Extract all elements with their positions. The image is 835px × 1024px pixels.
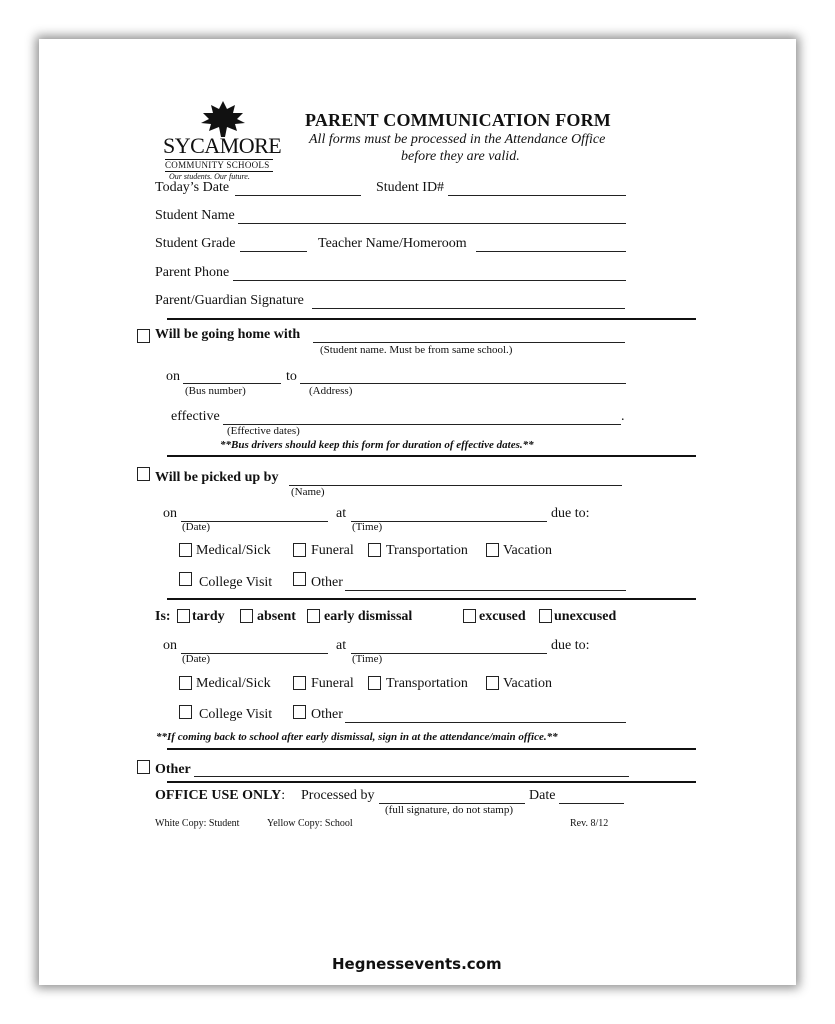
office-use-row (155, 788, 285, 804)
att-other-label: Other (311, 707, 343, 722)
office-use-label: OFFICE USE ONLY (155, 788, 282, 803)
form-page (39, 39, 796, 985)
section-divider-4 (167, 748, 696, 750)
picked-up-on-label: on (163, 506, 177, 521)
office-use-colon: : (281, 788, 286, 803)
early-dismissal-note: **If coming back to school after early dismissal, sign in at the attendance/main office.** (156, 731, 558, 743)
pu-vacation-checkbox[interactable] (486, 543, 499, 557)
processed-by-label: Processed by (301, 788, 375, 803)
logo-tagline: Our students. Our future. (169, 172, 250, 181)
att-transportation-checkbox[interactable] (368, 676, 381, 690)
student-grade-field[interactable] (240, 251, 307, 252)
other-section-field[interactable] (194, 776, 629, 777)
student-id-field[interactable] (448, 195, 626, 196)
parent-phone-label: Parent Phone (155, 265, 230, 280)
address-hint: (Address) (309, 385, 353, 397)
picked-up-due-to-label: due to: (551, 506, 590, 521)
student-grade-label: Student Grade (155, 236, 236, 251)
address-field[interactable] (300, 383, 626, 384)
pu-other-field[interactable] (345, 590, 626, 591)
att-medical-label: Medical/Sick (196, 676, 271, 691)
att-time-hint: (Time) (352, 653, 383, 665)
att-other-field[interactable] (345, 722, 626, 723)
signature-hint: (full signature, do not stamp) (385, 804, 514, 816)
picked-up-label: Will be picked up by (155, 470, 279, 485)
logo-subtitle: COMMUNITY SCHOOLS (165, 160, 270, 170)
todays-date-field[interactable] (235, 195, 361, 196)
section-divider-1 (167, 318, 696, 320)
pu-funeral-label: Funeral (311, 543, 354, 558)
picked-up-at-label: at (336, 506, 347, 521)
pu-other-checkbox[interactable] (293, 572, 306, 586)
section-divider-5 (167, 781, 696, 783)
picked-up-name-hint: (Name) (291, 486, 325, 498)
parent-signature-label: Parent/Guardian Signature (155, 293, 304, 308)
bus-number-field[interactable] (183, 383, 281, 384)
going-home-name-field[interactable] (313, 342, 625, 343)
student-name-field[interactable] (238, 223, 626, 224)
pu-other-label: Other (311, 575, 343, 590)
teacher-name-label: Teacher Name/Homeroom (318, 236, 467, 251)
att-at-label: at (336, 638, 347, 653)
form-title: PARENT COMMUNICATION FORM (305, 110, 611, 130)
att-date-hint: (Date) (182, 653, 211, 665)
effective-dates-hint: (Effective dates) (227, 425, 300, 437)
att-funeral-label: Funeral (311, 676, 354, 691)
student-id-label: Student ID# (376, 180, 445, 195)
pu-college-label: College Visit (199, 575, 273, 590)
bus-number-hint: (Bus number) (185, 385, 246, 397)
att-funeral-checkbox[interactable] (293, 676, 306, 690)
early-dismissal-label: early dismissal (324, 609, 413, 624)
other-section-label: Other (155, 762, 191, 777)
absent-label: absent (257, 609, 296, 624)
website-watermark: Hegnessevents.com (332, 955, 502, 973)
att-college-label: College Visit (199, 707, 273, 722)
office-date-label: Date (529, 788, 556, 803)
att-medical-checkbox[interactable] (179, 676, 192, 690)
unexcused-checkbox[interactable] (539, 609, 552, 623)
tardy-checkbox[interactable] (177, 609, 190, 623)
section-divider-2 (167, 455, 696, 457)
pu-medical-checkbox[interactable] (179, 543, 192, 557)
teacher-name-field[interactable] (476, 251, 626, 252)
picked-up-date-hint: (Date) (182, 521, 211, 533)
todays-date-label: Today’s Date (155, 180, 230, 195)
going-home-name-hint: (Student name. Must be from same school.) (320, 344, 513, 356)
att-college-checkbox[interactable] (179, 705, 192, 719)
effective-period: . (621, 409, 625, 424)
yellow-copy-label: Yellow Copy: School (267, 818, 353, 829)
effective-label: effective (171, 409, 220, 424)
unexcused-label: unexcused (554, 609, 617, 624)
absent-checkbox[interactable] (240, 609, 253, 623)
going-home-checkbox[interactable] (137, 329, 150, 343)
pu-funeral-checkbox[interactable] (293, 543, 306, 557)
going-home-on-label: on (166, 369, 180, 384)
white-copy-label: White Copy: Student (155, 818, 240, 829)
excused-checkbox[interactable] (463, 609, 476, 623)
office-date-field[interactable] (559, 803, 624, 804)
parent-phone-field[interactable] (233, 280, 626, 281)
att-vacation-checkbox[interactable] (486, 676, 499, 690)
school-logo (163, 99, 282, 181)
att-on-label: on (163, 638, 177, 653)
going-home-to-label: to (286, 369, 297, 384)
going-home-label: Will be going home with (155, 327, 301, 342)
pu-transportation-checkbox[interactable] (368, 543, 381, 557)
pu-college-checkbox[interactable] (179, 572, 192, 586)
pu-vacation-label: Vacation (503, 543, 552, 558)
tardy-label: tardy (192, 609, 225, 624)
form-subtitle-1: All forms must be processed in the Attendance Office (309, 132, 606, 147)
att-due-to-label: due to: (551, 638, 590, 653)
att-other-checkbox[interactable] (293, 705, 306, 719)
parent-signature-field[interactable] (312, 308, 625, 309)
picked-up-time-hint: (Time) (352, 521, 383, 533)
form-subtitle-2: before they are valid. (401, 149, 520, 164)
pu-medical-label: Medical/Sick (196, 543, 271, 558)
logo-name: SYCAMORE (163, 133, 282, 158)
student-name-label: Student Name (155, 208, 235, 223)
revision-label: Rev. 8/12 (570, 818, 609, 829)
picked-up-name-field[interactable] (289, 485, 622, 486)
picked-up-checkbox[interactable] (137, 467, 150, 481)
att-transportation-label: Transportation (386, 676, 468, 691)
pu-transportation-label: Transportation (386, 543, 468, 558)
other-section-checkbox[interactable] (137, 760, 150, 774)
section-divider-3 (167, 598, 696, 600)
att-vacation-label: Vacation (503, 676, 552, 691)
excused-label: excused (479, 609, 526, 624)
bus-driver-note: **Bus drivers should keep this form for duration of effective dates.** (220, 439, 534, 451)
is-label: Is: (155, 609, 171, 624)
early-dismissal-checkbox[interactable] (307, 609, 320, 623)
